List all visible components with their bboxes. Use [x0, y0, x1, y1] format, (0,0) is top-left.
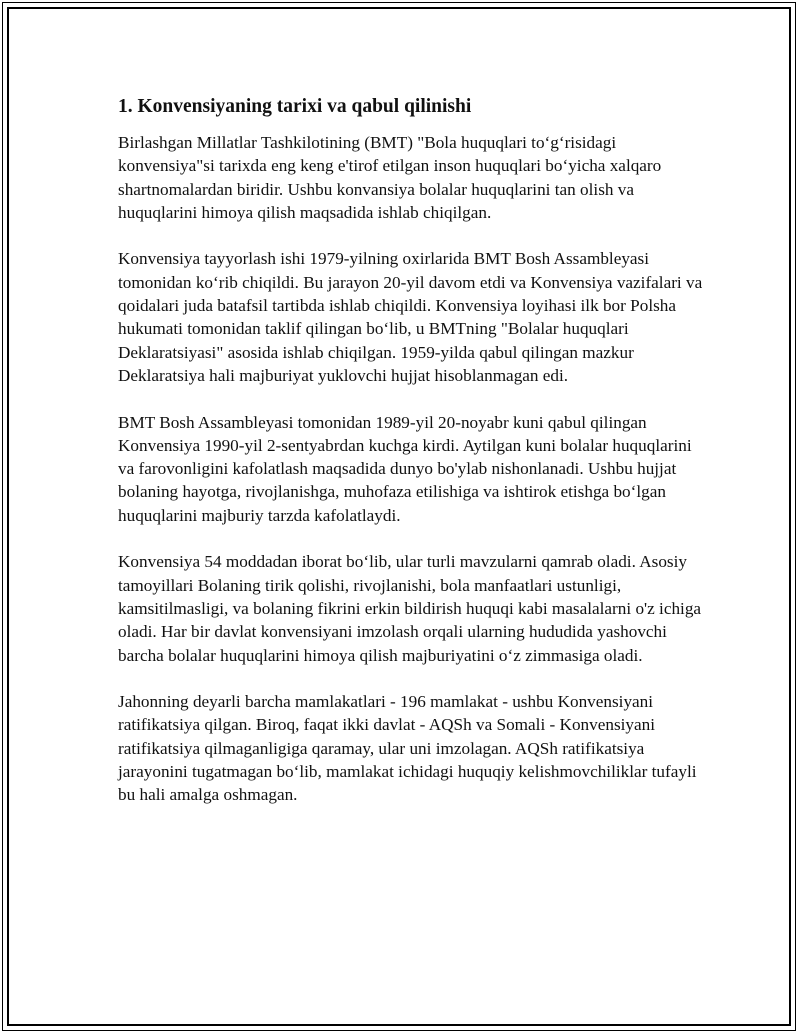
paragraph-intro: Birlashgan Millatlar Tashkilotining (BMT) "Bola huquqlari to‘g‘risidagi konvensiya"si tarixda eng keng e'tirof etilgan inson huquqlari bo‘yicha xalqaro shartnomalardan biridir. Ushbu konvansiya bolalar huquqlarini tan olish va huquqlarini himoya qilish maqsadida ishlab chiqilgan.: [118, 133, 662, 222]
section-heading: 1. Konvensiyaning tarixi va qabul qilinishi: [118, 96, 472, 117]
document-body: [118, 95, 703, 830]
paragraph-ratification: Jahonning deyarli barcha mamlakatlari - 196 mamlakat - ushbu Konvensiyani ratifikatsiya qilgan. Biroq, faqat ikki davlat - AQSh va Somali - Konvensiyani ratifikatsiya qilmaganligiga qaramay, ular uni imzolagan. AQSh ratifikatsiya jarayonini tugatmagan bo‘lib, mamlakat ichidagi huquqiy kelishmovchiliklar tufayli bu hali amalga oshmagan.: [118, 692, 697, 805]
paragraph-articles: Konvensiya 54 moddadan iborat bo‘lib, ular turli mavzularni qamrab oladi. Asosiy tamoyillari Bolaning tirik qolishi, rivojlanishi, bola manfaatlari ustunligi, kamsitilmasligi, va bolaning fikrini erkin bildirish huquqi kabi masalalarni o'z ichiga oladi. Har bir davlat konvensiyani imzolash orqali ularning hududida yashovchi barcha bolalar huquqlarini himoya qilish majburiyatini o‘z zimmasiga oladi.: [118, 552, 702, 665]
paragraph-adoption: BMT Bosh Assambleyasi tomonidan 1989-yil 20-noyabr kuni qabul qilingan Konvensiya 1990-yil 2-sentyabrdan kuchga kirdi. Aytilgan kuni bolalar huquqlarini va farovonligini kafolatlash maqsadida dunyo bo'ylab nishonlanadi. Ushbu hujjat bolaning hayotga, rivojlanishga, muhofaza etilishiga va ishtirok etishga bo‘lgan huquqlarini majburiy tarzda kafolatlaydi.: [118, 412, 692, 525]
paragraph-preparation: Konvensiya tayyorlash ishi 1979-yilning oxirlarida BMT Bosh Assambleyasi tomonidan ko‘rib chiqildi. Bu jarayon 20-yil davom etdi va Konvensiya vazifalari va qoidalari juda batafsil tartibda ishlab chiqildi. Konvensiya loyihasi ilk bor Polsha hukumati tomonidan taklif qilingan bo‘lib, u BMTning "Bolalar huquqlari Deklaratsiyasi" asosida ishlab chiqilgan. 1959-yilda qabul qilingan mazkur Deklaratsiya hali majburiyat yuklovchi hujjat hisoblanmagan edi.: [118, 249, 703, 385]
